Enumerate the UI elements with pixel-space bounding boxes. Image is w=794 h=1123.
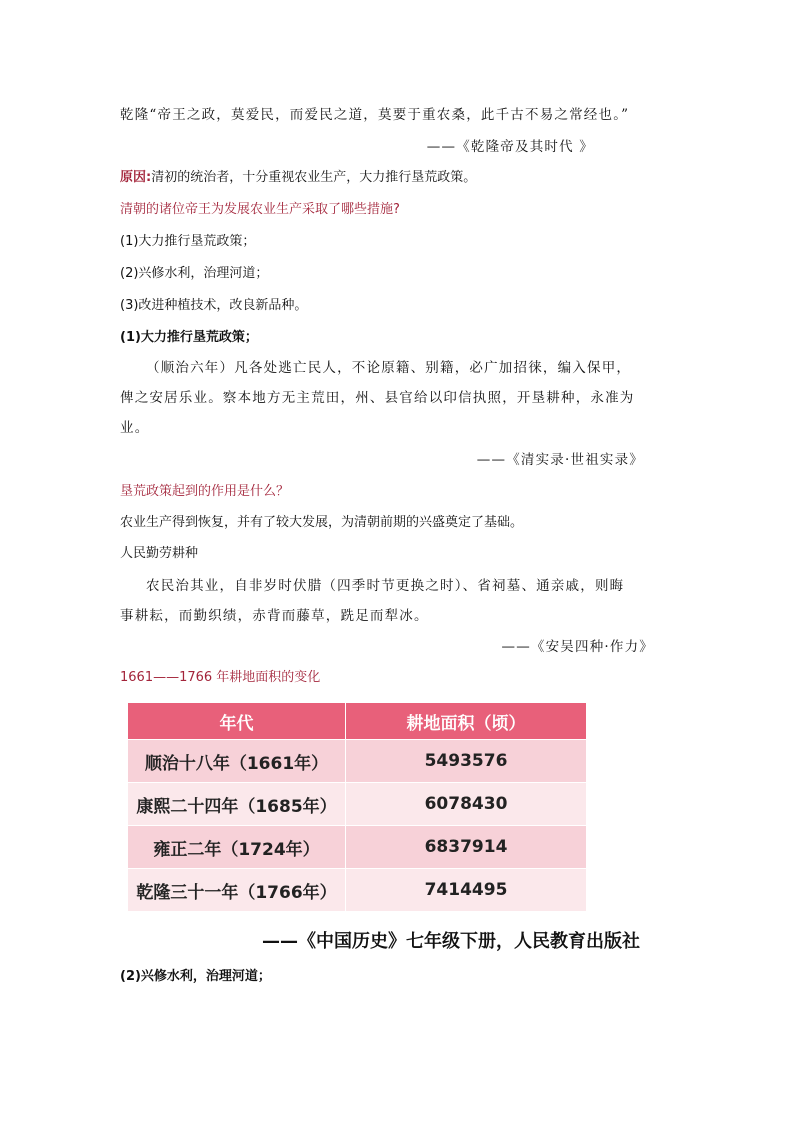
quote-shunzhi-line2: 俾之安居乐业。察本地方无主荒田，州、县官给以印信执照，开垦耕种，永准为 — [120, 390, 635, 406]
question-effect: 垦荒政策起到的作用是什么？ — [120, 484, 290, 499]
cell-era: 顺治十八年（1661年） — [128, 740, 346, 783]
quote-qianlong: 乾隆“帝王之政，莫爱民，而爱民之道，莫要于重农桑，此千古不易之常经也。” — [120, 107, 630, 123]
section-heading-reclamation: (1)大力推行垦荒政策； — [120, 330, 258, 345]
farmland-table — [128, 703, 586, 911]
cell-era: 康熙二十四年（1685年） — [128, 783, 346, 826]
table-title: 1661——1766 年耕地面积的变化 — [120, 670, 321, 685]
measure-item-2: (2)兴修水利，治理河道； — [120, 266, 269, 281]
table-row — [128, 826, 586, 869]
cell-era: 雍正二年（1724年） — [128, 826, 346, 869]
quote-shunzhi-line1: （顺治六年）凡各处逃亡民人，不论原籍、别籍，必广加招徕，编入保甲， — [146, 360, 632, 376]
table-row — [128, 740, 586, 783]
quote-farmers-line1: 农民治其业，自非岁时伏腊（四季时节更换之时）、省祠墓、通亲戚，则晦 — [146, 578, 625, 594]
header-era: 年代 — [128, 703, 346, 740]
table-row — [128, 783, 586, 826]
cell-area: 6078430 — [346, 783, 587, 826]
table-source: ——《中国历史》七年级下册，人民教育出版社 — [262, 931, 640, 952]
header-area: 耕地面积（顷） — [346, 703, 587, 740]
quote-qianlong-source: ——《乾隆帝及其时代 》 — [426, 139, 594, 155]
quote-farmers-source: ——《安吴四种·作力》 — [501, 639, 654, 655]
cell-era: 乾隆三十一年（1766年） — [128, 869, 346, 912]
quote-shunzhi-source: ——《清实录·世祖实录》 — [476, 452, 644, 468]
question-measures: 清朝的诸位帝王为发展农业生产采取了哪些措施? — [120, 202, 400, 217]
reason-text: 清初的统治者，十分重视农业生产，大力推行垦荒政策。 — [151, 170, 477, 185]
section-heading-irrigation: (2)兴修水利，治理河道； — [120, 969, 271, 984]
cell-area: 7414495 — [346, 869, 587, 912]
cell-area: 6837914 — [346, 826, 587, 869]
table-row — [128, 869, 586, 912]
measure-item-3: (3)改进种植技术，改良新品种。 — [120, 298, 308, 313]
measure-item-1: (1)大力推行垦荒政策； — [120, 234, 256, 249]
quote-farmers-line2: 事耕耘，而勤织绩，赤背而藤草，跣足而犁冰。 — [120, 608, 429, 624]
table-header-row — [128, 703, 586, 740]
cell-area: 5493576 — [346, 740, 587, 783]
answer-effect: 农业生产得到恢复，并有了较大发展，为清朝前期的兴盛奠定了基础。 — [120, 515, 524, 530]
people-heading: 人民勤劳耕种 — [120, 546, 199, 561]
reason-label: 原因: — [120, 170, 152, 185]
quote-shunzhi-line3: 业。 — [120, 420, 150, 436]
reason-paragraph — [120, 166, 476, 185]
